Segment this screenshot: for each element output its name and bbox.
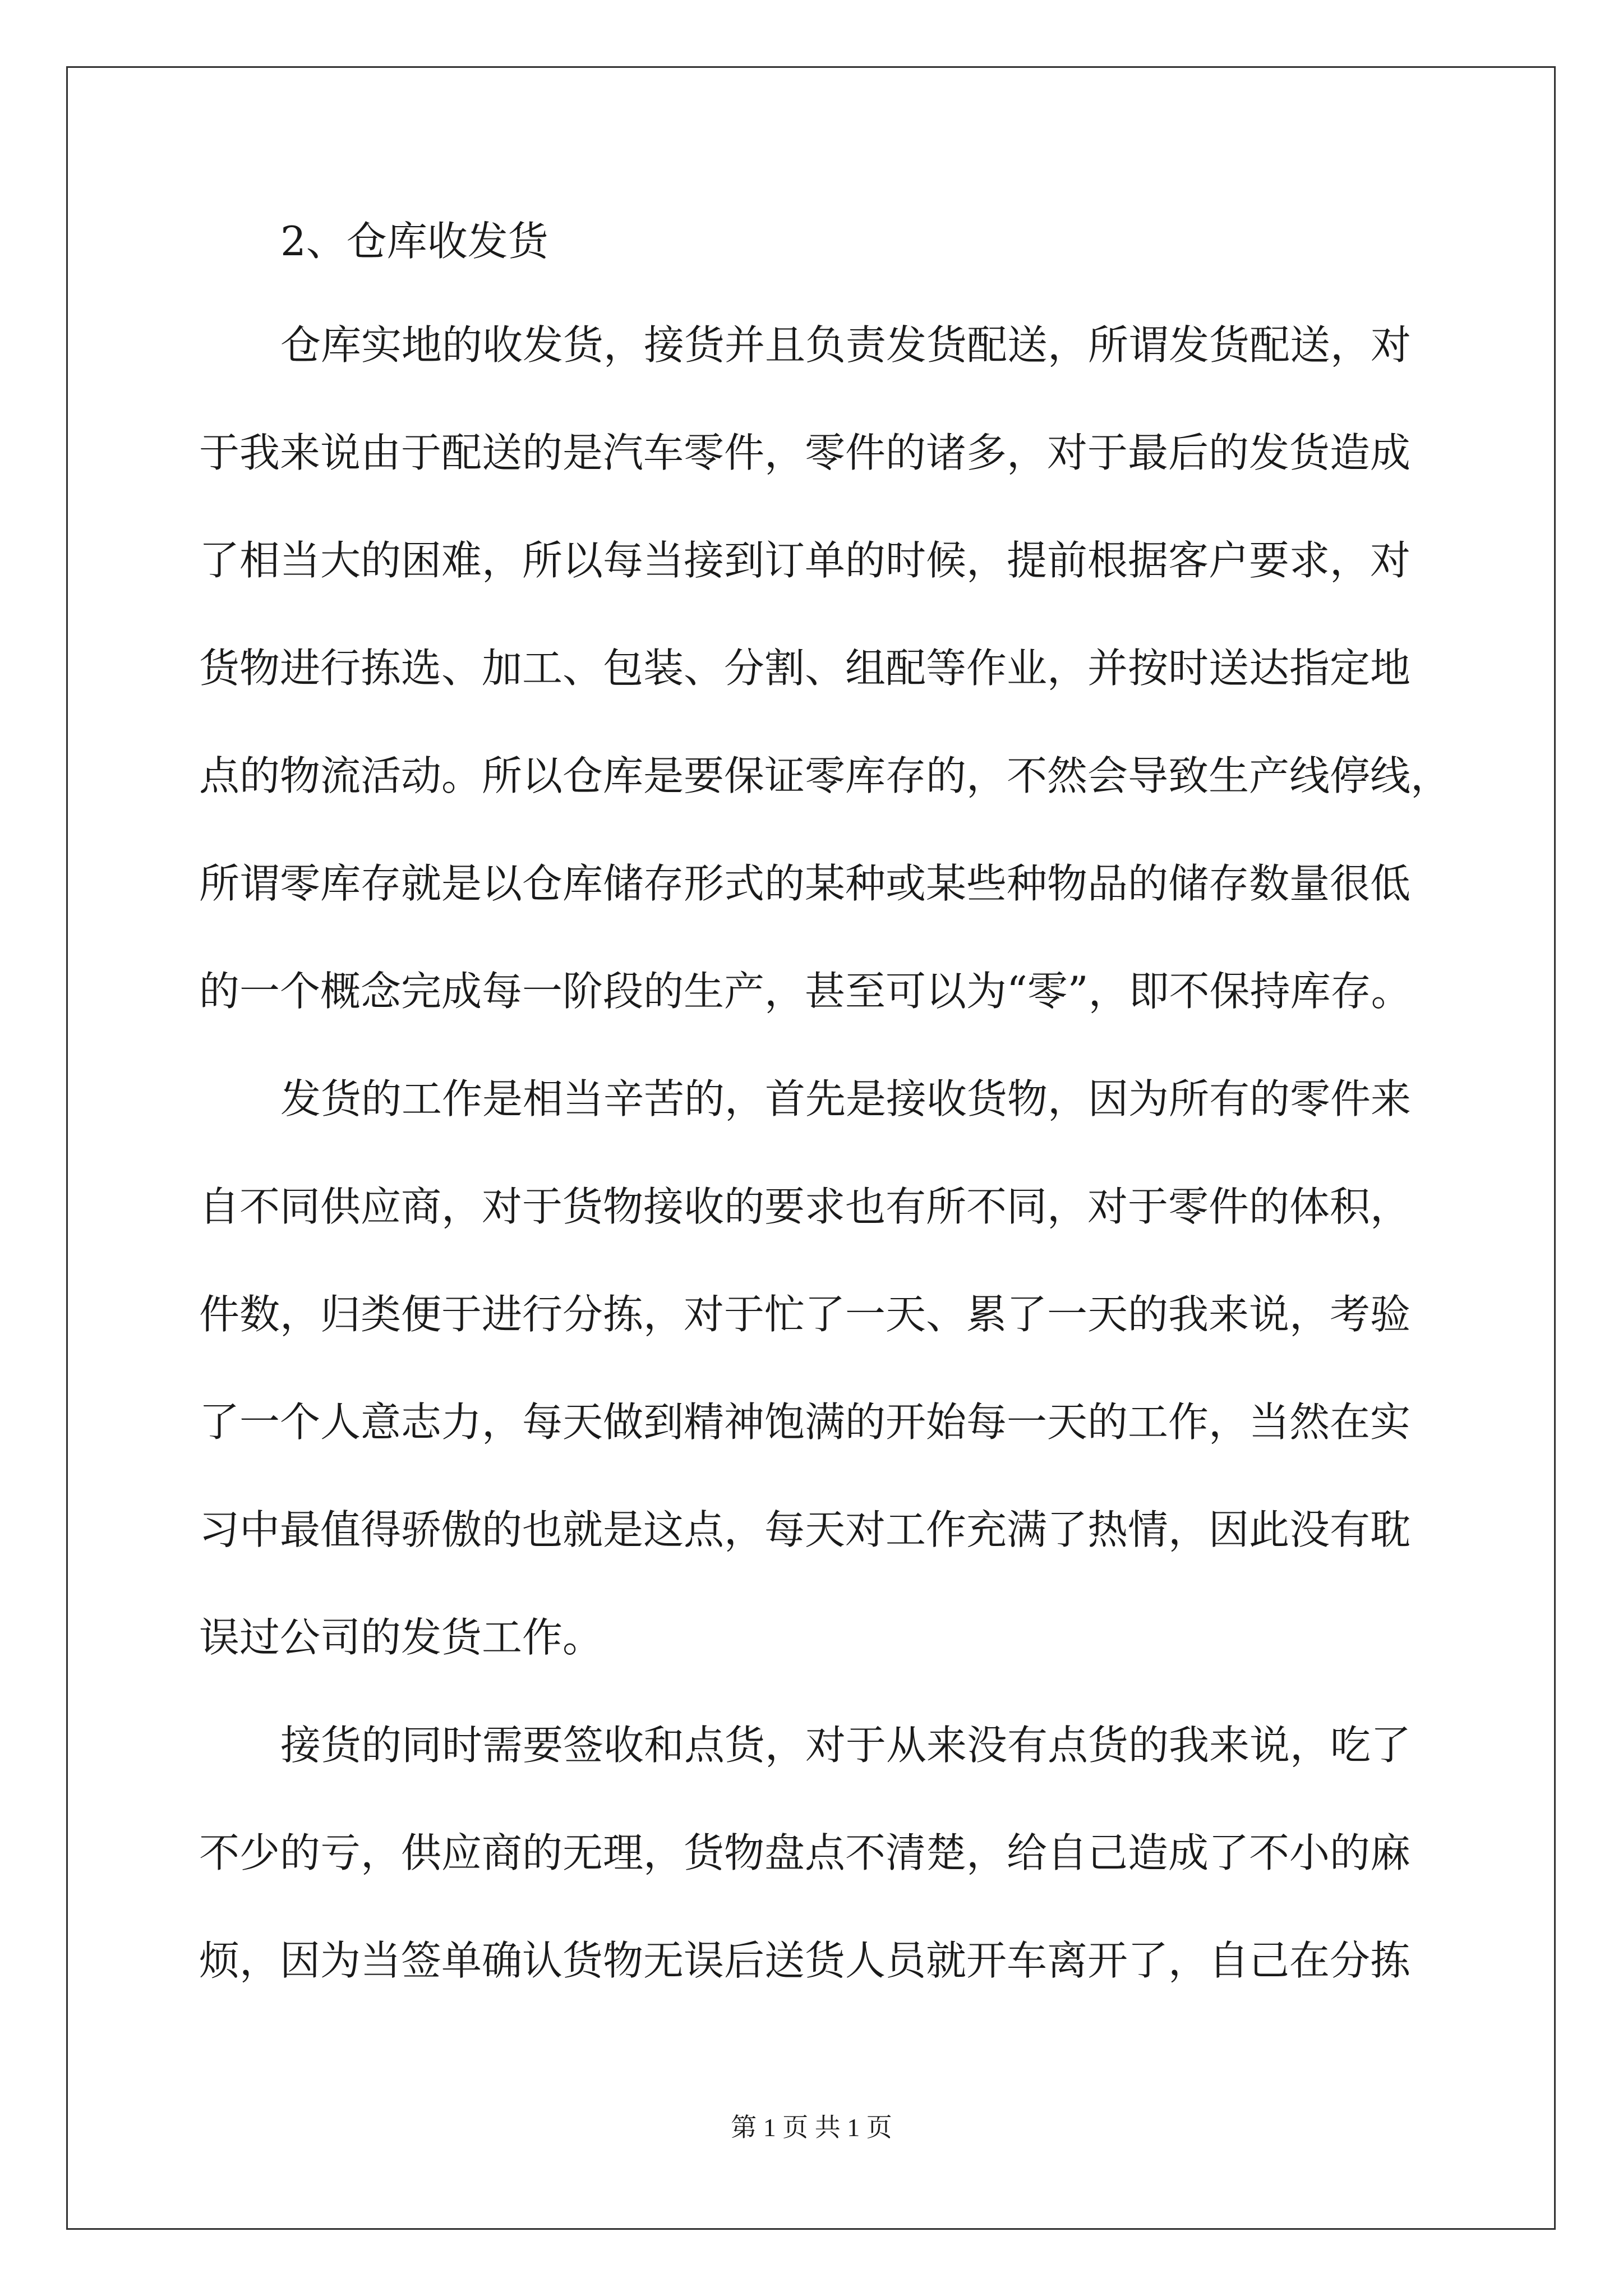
paragraph-2-line-1: 发货的工作是相当辛苦的，首先是接收货物，因为所有的零件来 [280,1075,1412,1122]
paragraph-1-line-7: 的一个概念完成每一阶段的生产，甚至可以为“零”，即不保持库存。 [199,968,1412,1015]
paragraph-2-line-2: 自不同供应商，对于货物接收的要求也有所不同，对于零件的体积， [199,1183,1411,1230]
paragraph-3-line-1: 接货的同时需要签收和点货，对于从来没有点货的我来说，吃了 [280,1722,1412,1769]
paragraph-1-line-5: 点的物流活动。所以仓库是要保证零库存的，不然会导致生产线停线， [199,752,1451,799]
paragraph-1-line-1: 仓库实地的收发货，接货并且负责发货配送，所谓发货配送，对 [280,321,1412,369]
section-heading: 2、仓库收发货 [280,218,548,265]
paragraph-3-line-2: 不少的亏，供应商的无理，货物盘点不清楚，给自己造成了不小的麻 [199,1829,1411,1876]
paragraph-1-line-4: 货物进行拣选、加工、包装、分割、组配等作业，并按时送达指定地 [199,645,1411,692]
paragraph-2-line-6: 误过公司的发货工作。 [199,1614,603,1661]
paragraph-1-line-3: 了相当大的困难，所以每当接到订单的时候，提前根据客户要求，对 [199,537,1411,584]
paragraph-2-line-4: 了一个人意志力，每天做到精神饱满的开始每一天的工作，当然在实 [199,1398,1411,1446]
page-border [66,66,1556,2230]
paragraph-2-line-3: 件数，归类便于进行分拣，对于忙了一天、累了一天的我来说，考验 [199,1291,1411,1338]
paragraph-3-line-3: 烦，因为当签单确认货物无误后送货人员就开车离开了，自己在分拣 [199,1937,1411,1984]
paragraph-2-line-5: 习中最值得骄傲的也就是这点，每天对工作充满了热情，因此没有耽 [199,1506,1411,1553]
paragraph-1-line-6: 所谓零库存就是以仓库储存形式的某种或某些种物品的储存数量很低 [199,860,1411,907]
paragraph-1-line-2: 于我来说由于配送的是汽车零件，零件的诸多，对于最后的发货造成 [199,429,1411,476]
page-number-footer: 第 1 页 共 1 页 [731,2113,892,2142]
